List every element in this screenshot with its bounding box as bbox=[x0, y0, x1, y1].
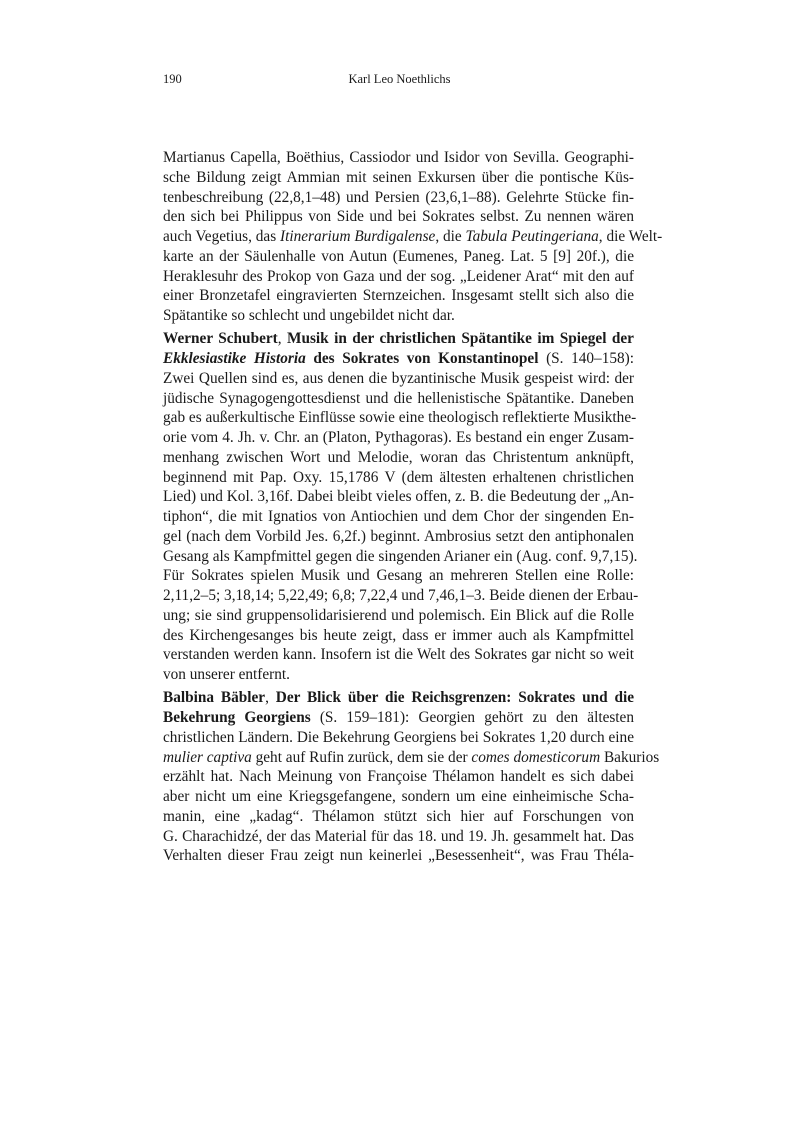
text-line bbox=[163, 748, 660, 768]
running-head: Karl Leo Noethlichs bbox=[348, 72, 451, 86]
text-line bbox=[163, 606, 634, 626]
text-line bbox=[163, 767, 634, 787]
text-run: jüdische Synagogengottesdienst und die hellenistische Spätantike. Daneben bbox=[163, 389, 634, 407]
text-line bbox=[163, 306, 634, 326]
page-number: 190 bbox=[163, 72, 182, 86]
text-line bbox=[163, 527, 634, 547]
text-run: tiphon“, die mit Ignatios von Antiochien und dem Chor der singenden En- bbox=[163, 508, 634, 526]
text-line bbox=[163, 369, 634, 389]
text-line bbox=[163, 665, 634, 685]
text-run: Zwei Quellen sind es, aus denen die byzantinische Musik gespeist wird: der bbox=[163, 369, 634, 387]
text-line bbox=[163, 645, 634, 665]
text-line bbox=[163, 349, 634, 369]
text-run: manin, eine „kadag“. Thélamon stützt sich hier auf Forschungen von bbox=[163, 807, 634, 825]
paragraph bbox=[163, 148, 663, 326]
text-line bbox=[163, 547, 638, 567]
text-run: einer Bronzetafel eingravierten Sternzeichen. Insgesamt stellt sich also die bbox=[163, 287, 634, 305]
text-run: , die Welt- bbox=[598, 228, 663, 245]
text-run: 2,11,2–5; 3,18,14; 5,22,49; 6,8; 7,22,4 und 7,46,1–3. Beide dienen der Erbau- bbox=[163, 587, 639, 605]
italic-text: Tabula Peutingeriana bbox=[465, 228, 599, 245]
text-run: Martianus Capella, Boëthius, Cassiodor und Isidor von Sevilla. Geographi- bbox=[163, 149, 634, 166]
text-run: Spätantike so schlecht und ungebildet nicht dar. bbox=[163, 307, 455, 324]
text-run: erzählt hat. Nach Meinung von Françoise Thélamon handelt es sich dabei bbox=[163, 768, 634, 786]
text-run: G. Charachidzé, der das Material für das 18. und 19. Jh. gesammelt hat. Das bbox=[163, 827, 634, 845]
text-line bbox=[163, 468, 634, 488]
text-line bbox=[163, 408, 637, 428]
text-line bbox=[163, 428, 634, 448]
text-run: auch Vegetius, das bbox=[163, 228, 280, 245]
text-run: von unserer entfernt. bbox=[163, 666, 290, 684]
bold-text: Bekehrung Georgiens bbox=[163, 709, 311, 727]
text-line bbox=[163, 148, 634, 168]
text-run: gel (nach dem Vorbild Jes. 6,2f.) beginnt. Ambrosius setzt den antiphonalen bbox=[163, 527, 634, 545]
italic-text: mulier captiva bbox=[163, 748, 252, 766]
text-run: , die bbox=[435, 228, 466, 245]
text-line bbox=[163, 708, 634, 728]
text-line bbox=[163, 227, 663, 247]
text-line bbox=[163, 586, 639, 606]
text-line bbox=[163, 507, 634, 527]
bold-text: des Sokrates von Konstantinopel bbox=[305, 350, 539, 368]
text-run: Für Sokrates spielen Musik und Gesang an mehreren Stellen eine Rolle: bbox=[163, 567, 634, 585]
bold-text: Balbina Bäbler bbox=[163, 689, 266, 707]
text-line bbox=[163, 626, 634, 646]
paragraph bbox=[163, 329, 639, 685]
text-run: des Kirchengesanges bis heute zeigt, dass er immer auch als Kampfmittel bbox=[163, 626, 634, 644]
text-run: ung; sie sind gruppensolidarisierend und polemisch. Ein Blick auf die Rolle bbox=[163, 606, 634, 624]
text-line bbox=[163, 389, 634, 409]
text-run: menhang zwischen Wort und Melodie, woran das Christentum anknüpft, bbox=[163, 448, 634, 466]
text-run: sche Bildung zeigt Ammian mit seinen Exkursen über die pontische Küs- bbox=[163, 168, 634, 186]
text-run: karte an der Säulenhalle von Autun (Eumenes, Paneg. Lat. 5 [9] 20f.), die bbox=[163, 247, 634, 265]
text-run: , bbox=[265, 689, 276, 707]
text-run: orie vom 4. Jh. v. Chr. an (Platon, Pythagoras). Es bestand ein enger Zusam- bbox=[163, 429, 634, 447]
text-run: (S. 140–158): bbox=[538, 350, 634, 368]
text-run: (S. 159–181): Georgien gehört zu den ältesten bbox=[310, 709, 634, 727]
text-run: verstanden werden kann. Insofern ist die Welt des Sokrates gar nicht so weit bbox=[163, 646, 634, 664]
text-line bbox=[163, 487, 634, 507]
text-run: geht auf Rufin zurück, dem sie der bbox=[251, 748, 472, 766]
text-line bbox=[163, 846, 634, 866]
text-run: tenbeschreibung (22,8,1–48) und Persien (23,6,1–88). Gelehrte Stücke fin- bbox=[163, 188, 634, 206]
text-line bbox=[163, 787, 634, 807]
text-line bbox=[163, 688, 634, 708]
text-run: Lied) und Kol. 3,16f. Dabei bleibt vieles offen, z. B. die Bedeutung der „An- bbox=[163, 488, 634, 506]
text-line bbox=[163, 286, 634, 306]
text-run: gab es außerkultische Einflüsse sowie eine theologisch reflektierte Musikthe- bbox=[163, 409, 637, 427]
text-run: Heraklesuhr des Prokop von Gaza und der sog. „Leidener Arat“ mit den auf bbox=[163, 267, 634, 285]
text-run: Gesang als Kampfmittel gegen die singenden Arianer ein (Aug. conf. 9,7,15). bbox=[163, 547, 638, 565]
text-line bbox=[163, 448, 634, 468]
text-line bbox=[163, 728, 634, 748]
bold-text: Musik in der christlichen Spätantike im Spiegel der bbox=[287, 330, 634, 348]
bold-text: Der Blick über die Reichsgrenzen: Sokrates und die bbox=[275, 689, 634, 707]
text-line bbox=[163, 827, 634, 847]
text-line bbox=[163, 329, 634, 349]
text-line bbox=[163, 168, 634, 188]
text-line bbox=[163, 207, 634, 227]
text-line bbox=[163, 247, 634, 267]
text-line bbox=[163, 807, 634, 827]
paragraph bbox=[163, 688, 660, 866]
text-run: beginnend mit Pap. Oxy. 15,1786 V (dem ältesten erhaltenen christlichen bbox=[163, 468, 634, 486]
text-run: aber nicht um eine Kriegsgefangene, sondern um eine einheimische Scha- bbox=[163, 788, 634, 806]
text-line bbox=[163, 566, 634, 586]
text-line bbox=[163, 267, 634, 287]
bold-text: Ekklesiastike Historia bbox=[163, 350, 306, 368]
text-line bbox=[163, 188, 634, 208]
text-run: , bbox=[277, 330, 287, 348]
text-run: den sich bei Philippus von Side und bei Sokrates selbst. Zu nennen wären bbox=[163, 208, 634, 226]
italic-text: comes domesticorum bbox=[471, 748, 601, 766]
body-text bbox=[163, 148, 663, 870]
text-run: Bakurios bbox=[600, 748, 660, 766]
italic-text: Itinerarium Burdigalense bbox=[279, 228, 436, 245]
bold-text: Werner Schubert bbox=[163, 330, 278, 348]
text-run: Verhalten dieser Frau zeigt nun keinerlei „Besessenheit“, was Frau Théla- bbox=[163, 847, 634, 865]
text-run: christlichen Ländern. Die Bekehrung Georgiens bei Sokrates 1,20 durch eine bbox=[163, 728, 634, 746]
